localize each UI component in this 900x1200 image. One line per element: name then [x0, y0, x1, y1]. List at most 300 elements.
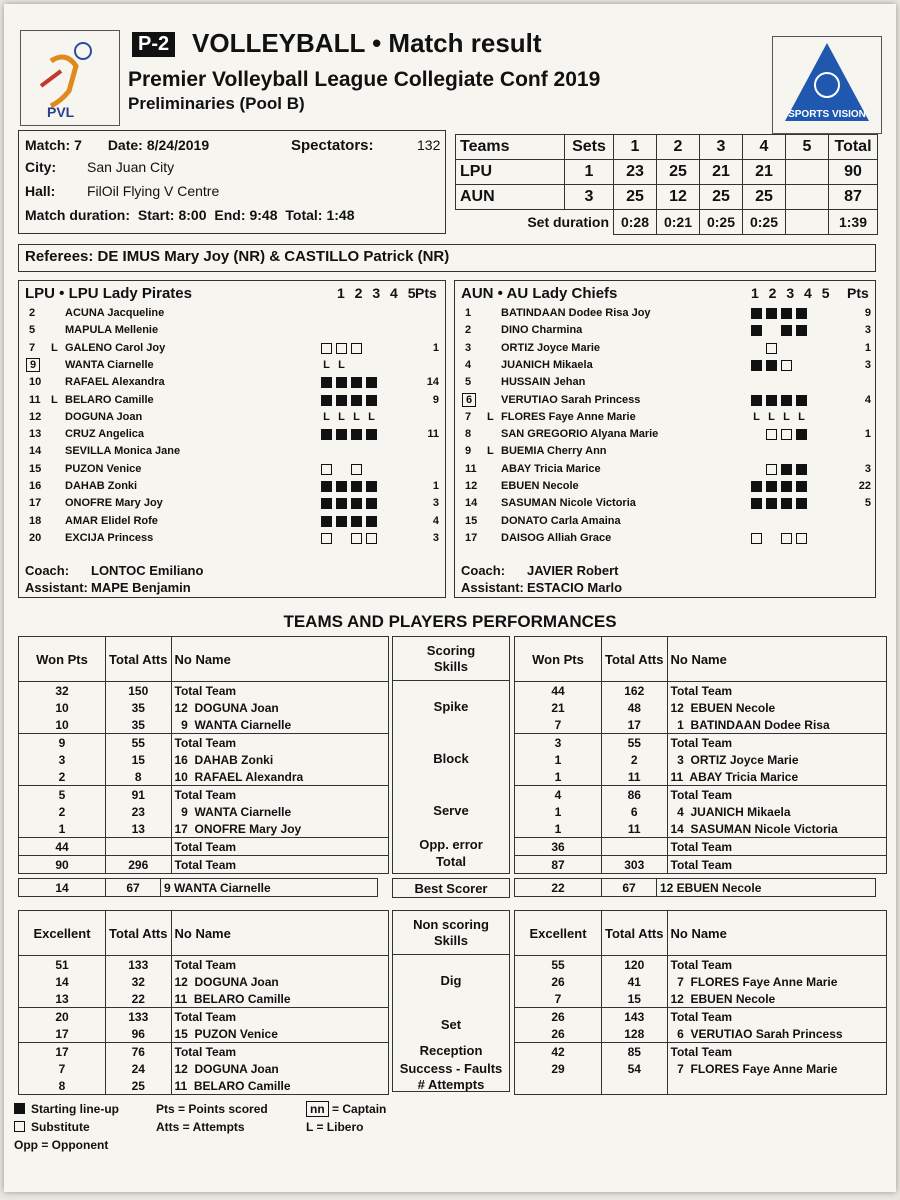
best-scorer-lpu: 14 67 9 WANTA Ciarnelle — [18, 878, 378, 897]
skill-label: Opp. error — [419, 837, 483, 852]
starting-square-icon — [321, 481, 332, 492]
table-row: 44 162 Total Team — [515, 682, 887, 700]
set-mark — [351, 325, 362, 336]
starting-square-icon — [351, 498, 362, 509]
best-scorer-label: Best Scorer — [392, 878, 510, 898]
player-sets — [751, 446, 822, 457]
player-sets — [751, 325, 822, 336]
player-sets — [321, 429, 392, 440]
set-mark — [781, 343, 792, 354]
set-mark — [321, 308, 332, 319]
set-mark — [796, 516, 807, 527]
starting-square-icon — [366, 516, 377, 527]
player-sets — [321, 481, 392, 492]
table-row: 32 150 Total Team — [19, 682, 389, 700]
libero-marker: L — [487, 445, 494, 458]
player-sets — [751, 360, 822, 371]
player-points: 3 — [864, 358, 871, 371]
player-number: 12 — [29, 410, 42, 423]
substitute-square-icon — [796, 533, 807, 544]
player-number: 2 — [29, 307, 36, 319]
set-mark — [751, 429, 762, 440]
starting-square-icon — [751, 498, 762, 509]
substitute-square-icon — [336, 343, 347, 354]
starting-square-icon — [351, 395, 362, 406]
set-mark — [381, 360, 392, 371]
set-mark — [351, 360, 362, 371]
player-number: 9 — [465, 445, 472, 458]
player-sets — [751, 481, 822, 492]
skill-label: # Attempts — [417, 1077, 485, 1092]
table-row: 20 133 Total Team — [19, 1008, 389, 1026]
starting-square-icon — [781, 308, 792, 319]
set-mark — [381, 377, 392, 388]
pvl-logo — [20, 30, 120, 126]
set-mark: L — [338, 358, 345, 371]
substitute-square-icon — [321, 343, 332, 354]
set-mark — [811, 516, 822, 527]
player-number: 11 — [465, 462, 477, 475]
player-row — [19, 411, 445, 428]
legend-substitute: Substitute — [14, 1120, 90, 1134]
starting-square-icon — [366, 481, 377, 492]
player-name: ABAY Tricia Marice — [501, 462, 601, 475]
set-mark — [766, 446, 777, 457]
set-mark — [796, 343, 807, 354]
starting-square-icon — [336, 481, 347, 492]
table-row: 26 143 Total Team — [515, 1008, 887, 1026]
set-mark — [336, 464, 347, 475]
player-row — [19, 445, 445, 462]
player-row — [19, 359, 445, 376]
player-number: 12 — [465, 480, 478, 492]
player-sets — [321, 325, 392, 336]
nonscoring-aun-table: Excellent Total Atts No Name 55 120 Total Team 26 41 7 FLORES Faye Anne Marie 7 15 12 EBUEN Necole 26 143 Total Team 26 128 6 VERUTIAO Sarah Princess 42 85 Total Team 29 54 7 FLORES Faye Anne Marie — [514, 910, 887, 1095]
player-row — [455, 515, 875, 532]
player-row — [19, 307, 445, 324]
table-row: 1 2 3 ORTIZ Joyce Marie — [515, 751, 887, 768]
player-sets — [751, 377, 822, 388]
player-row — [19, 428, 445, 445]
set-mark — [751, 446, 762, 457]
starting-square-icon — [751, 481, 762, 492]
set-mark — [811, 360, 822, 371]
player-name: DONATO Carla Amaina — [501, 514, 621, 527]
sheet-code: P-2 — [132, 32, 175, 57]
player-name: MAPULA Mellenie — [65, 324, 159, 337]
player-number: 17 — [465, 531, 478, 544]
skill-label: Block — [433, 751, 469, 766]
match-info: Match: 7 Date: 8/24/2019 Spectators: 132 City: San Juan City Hall: FilOil Flying V Centre Match duration: Start: 8:00 End: 9:48 Total: 1:48 — [18, 130, 446, 234]
player-sets — [321, 395, 392, 406]
starting-square-icon — [766, 498, 777, 509]
player-sets — [751, 516, 822, 527]
player-row — [19, 376, 445, 393]
player-points: 14 — [426, 376, 439, 389]
player-name: DINO Charmina — [501, 324, 583, 337]
table-row: 90 296 Total Team — [19, 856, 389, 874]
starting-square-icon — [781, 498, 792, 509]
starting-square-icon — [366, 429, 377, 440]
pts-header: Pts — [847, 285, 869, 301]
player-name: ONOFRE Mary Joy — [65, 497, 163, 510]
player-sets — [751, 464, 822, 475]
pts-header: Pts — [415, 285, 437, 301]
starting-square-icon — [796, 429, 807, 440]
skill-label: Total — [435, 854, 467, 869]
player-sets — [751, 429, 822, 440]
starting-square-icon — [336, 516, 347, 527]
score-row-aun: AUN 3 25 12 25 25 87 — [456, 185, 878, 210]
scoring-skills-column — [392, 636, 510, 874]
player-number: 20 — [29, 531, 42, 544]
table-row: 17 96 15 PUZON Venice — [19, 1025, 389, 1043]
player-row — [455, 307, 875, 324]
starting-square-icon — [321, 395, 332, 406]
player-points: 1 — [864, 428, 871, 441]
player-points: 11 — [427, 428, 439, 441]
set-mark — [811, 533, 822, 544]
starting-square-icon — [751, 325, 762, 336]
set-mark — [321, 325, 332, 336]
set-mark — [766, 533, 777, 544]
player-points: 3 — [864, 324, 871, 337]
player-sets — [751, 343, 822, 354]
table-row: 5 91 Total Team — [19, 786, 389, 804]
substitute-square-icon — [321, 464, 332, 475]
table-row: 1 11 14 SASUMAN Nicole Victoria — [515, 820, 887, 838]
set-mark — [751, 464, 762, 475]
set-mark — [366, 343, 377, 354]
skill-label: Success - Faults — [399, 1061, 503, 1076]
table-row: 42 85 Total Team — [515, 1043, 887, 1061]
set-mark — [811, 498, 822, 509]
starting-square-icon — [766, 360, 777, 371]
substitute-square-icon — [14, 1121, 25, 1132]
set-mark: L — [353, 410, 360, 423]
table-row: 10 35 9 WANTA Ciarnelle — [19, 716, 389, 734]
legend-starting: Starting line-up — [14, 1102, 119, 1116]
starting-square-icon — [796, 464, 807, 475]
player-points: 3 — [864, 462, 871, 475]
player-row — [455, 428, 875, 445]
set-mark — [751, 343, 762, 354]
set-mark: L — [753, 410, 760, 423]
player-name: ORTIZ Joyce Marie — [501, 341, 601, 354]
legend-pts: Pts = Points scored — [156, 1102, 268, 1116]
skill-label: Reception — [419, 1043, 483, 1058]
set-mark: L — [323, 410, 330, 423]
score-row-lpu: LPU 1 23 25 21 21 90 — [456, 160, 878, 185]
table-row: 3 55 Total Team — [515, 734, 887, 752]
player-row — [19, 480, 445, 497]
set-mark — [381, 464, 392, 475]
starting-square-icon — [751, 360, 762, 371]
starting-square-icon — [321, 498, 332, 509]
set-mark: L — [368, 410, 375, 423]
spectators-label: Spectators: — [291, 137, 374, 154]
set-mark — [381, 412, 392, 423]
starting-square-icon — [321, 377, 332, 388]
player-row — [19, 342, 445, 359]
starting-square-icon — [336, 395, 347, 406]
starting-square-icon — [796, 308, 807, 319]
set-mark — [811, 464, 822, 475]
table-row — [515, 1077, 887, 1095]
player-number: 14 — [465, 497, 478, 510]
team-lpu-title: LPU • LPU Lady Pirates — [25, 285, 192, 302]
player-points: 9 — [432, 393, 439, 406]
table-row: 17 76 Total Team — [19, 1043, 389, 1061]
starting-square-icon — [351, 481, 362, 492]
player-points: 3 — [432, 497, 439, 510]
scoring-aun-table: Won Pts Total Atts No Name 44 162 Total Team 21 48 12 EBUEN Necole 7 17 1 BATINDAAN Dodee Risa 3 55 Total Team 1 2 3 ORTIZ Joyce Marie 1 11 11 ABAY Tricia Marice 4 86 Total Team 1 6 4 JUANICH Mikaela 1 11 14 SASUMAN Nicole Victoria 36 Total Team 87 303 Total Team — [514, 636, 887, 874]
player-number: 5 — [29, 324, 36, 337]
score-header: Teams Sets 1 2 3 4 5 Total — [456, 135, 878, 160]
player-number: 9 — [29, 359, 53, 371]
player-name: FLORES Faye Anne Marie — [501, 410, 636, 423]
starting-square-icon — [336, 377, 347, 388]
table-row: 14 32 12 DOGUNA Joan — [19, 973, 389, 990]
player-row — [455, 411, 875, 428]
set-mark — [811, 429, 822, 440]
starting-square-icon — [766, 481, 777, 492]
sheet-title: VOLLEYBALL • Match result — [192, 28, 542, 58]
player-number: 14 — [29, 445, 42, 458]
table-row: 1 6 4 JUANICH Mikaela — [515, 803, 887, 820]
table-row: 7 24 12 DOGUNA Joan — [19, 1060, 389, 1077]
table-row: 4 86 Total Team — [515, 786, 887, 804]
player-name: BATINDAAN Dodee Risa Joy — [501, 307, 651, 319]
skill-label: Serve — [433, 803, 469, 818]
stage-name: Preliminaries (Pool B) — [128, 94, 305, 113]
aun-assistant: ESTACIO Marlo — [527, 580, 623, 595]
starting-square-icon — [766, 308, 777, 319]
referees: Referees: DE IMUS Mary Joy (NR) & CASTILLO Patrick (NR) — [18, 244, 876, 272]
player-points: 1 — [432, 341, 439, 354]
substitute-square-icon — [781, 533, 792, 544]
table-row: 26 41 7 FLORES Faye Anne Marie — [515, 973, 887, 990]
table-row: 87 303 Total Team — [515, 856, 887, 874]
substitute-square-icon — [781, 360, 792, 371]
lpu-coach: LONTOC Emiliano — [91, 563, 204, 578]
starting-square-icon — [796, 498, 807, 509]
set-mark — [811, 412, 822, 423]
set-mark — [811, 481, 822, 492]
player-sets — [751, 498, 822, 509]
player-number: 10 — [29, 376, 42, 389]
player-number: 16 — [29, 480, 42, 492]
starting-square-icon — [781, 395, 792, 406]
player-row — [455, 394, 875, 411]
player-row — [19, 532, 445, 549]
table-row: 9 55 Total Team — [19, 734, 389, 752]
set-mark — [781, 446, 792, 457]
player-sets — [321, 446, 392, 457]
set-mark — [781, 377, 792, 388]
league-name: Premier Volleyball League Collegiate Conf 2019 — [128, 68, 601, 91]
skill-label: Spike — [433, 699, 469, 714]
set-mark — [811, 308, 822, 319]
team-aun-panel: AUN • AU Lady Chiefs 1 2 3 4 5 Pts Coach: JAVIER Robert Assistant: ESTACIO Marlo 1 BATINDAAN Dodee Risa Joy 9 2 DINO Charmina 3 3 ORTIZ Joyce Marie 1 4 JUANICH Mikaela 3 5 HUSSAIN Jehan 6 VERUTIAO Sarah Princess 4 7 L FLORES Faye Anne Marie L L L L 8 SAN GREGORIO Alyana Marie 1 9 L BUEMIA Cherry Ann 11 ABAY Tricia Marice 3 12 EBUEN Necole 22 14 SASUMAN Nicole Victoria 5 15 DONATO Carla Amaina 17 DAISOG Alliah Grace — [454, 280, 876, 598]
starting-square-icon — [336, 498, 347, 509]
set-mark — [366, 360, 377, 371]
player-name: JUANICH Mikaela — [501, 358, 593, 371]
set-mark — [811, 343, 822, 354]
player-sets — [751, 308, 822, 319]
substitute-square-icon — [766, 343, 777, 354]
substitute-square-icon — [351, 464, 362, 475]
player-name: WANTA Ciarnelle — [65, 358, 154, 371]
table-row: 2 23 9 WANTA Ciarnelle — [19, 803, 389, 820]
player-points: 9 — [864, 307, 871, 319]
table-row: 3 15 16 DAHAB Zonki — [19, 751, 389, 768]
starting-square-icon — [796, 395, 807, 406]
legend-libero: L = Libero — [306, 1120, 364, 1134]
substitute-square-icon — [766, 464, 777, 475]
set-mark — [811, 325, 822, 336]
set-mark — [811, 446, 822, 457]
player-name: VERUTIAO Sarah Princess — [501, 393, 641, 406]
table-row: 51 133 Total Team — [19, 956, 389, 974]
starting-square-icon — [366, 395, 377, 406]
libero-marker: L — [487, 410, 494, 423]
player-name: EBUEN Necole — [501, 480, 579, 492]
skill-label: Set — [440, 1017, 462, 1032]
table-row: 36 Total Team — [515, 838, 887, 856]
set-header: 1 2 3 4 5 — [751, 285, 833, 301]
player-name: SAN GREGORIO Alyana Marie — [501, 428, 659, 441]
set-mark — [796, 360, 807, 371]
player-points: 1 — [432, 480, 439, 492]
table-row: 44 Total Team — [19, 838, 389, 856]
lpu-assistant: MAPE Benjamin — [91, 580, 191, 595]
player-name: BELARO Camille — [65, 393, 154, 406]
starting-square-icon — [321, 516, 332, 527]
table-row: 55 120 Total Team — [515, 956, 887, 974]
libero-marker: L — [51, 393, 58, 406]
starting-square-icon — [351, 516, 362, 527]
set-duration-row: Set duration 0:28 0:21 0:25 0:25 1:39 — [456, 210, 878, 235]
sponsor-text: SPORTS VISION — [788, 109, 866, 120]
starting-square-icon — [366, 498, 377, 509]
set-mark — [751, 516, 762, 527]
player-name: DOGUNA Joan — [65, 410, 143, 423]
set-mark — [336, 446, 347, 457]
legend-captain: nn = Captain — [306, 1102, 386, 1116]
skills-header: Non scoring Skills — [393, 911, 509, 955]
substitute-square-icon — [351, 533, 362, 544]
player-points: 4 — [432, 514, 439, 527]
substitute-square-icon — [321, 533, 332, 544]
player-sets — [321, 308, 392, 319]
player-name: PUZON Venice — [65, 462, 142, 475]
set-mark — [381, 395, 392, 406]
set-mark — [321, 446, 332, 457]
aun-coach: JAVIER Robert — [527, 563, 619, 578]
set-mark — [811, 395, 822, 406]
scoreboard — [455, 134, 878, 235]
player-number: 15 — [29, 462, 42, 475]
logo-text: PVL — [47, 104, 75, 120]
player-row — [455, 376, 875, 393]
player-number: 8 — [465, 428, 472, 441]
best-scorer-aun: 22 67 12 EBUEN Necole — [514, 878, 876, 897]
set-mark — [381, 429, 392, 440]
set-mark — [381, 446, 392, 457]
player-row — [455, 532, 875, 549]
player-name: HUSSAIN Jehan — [501, 376, 586, 389]
player-number: 2 — [465, 324, 472, 337]
player-sets — [751, 395, 822, 406]
spectators-value: 132 — [417, 137, 441, 153]
table-row: 7 17 1 BATINDAAN Dodee Risa — [515, 716, 887, 734]
table-row: 13 22 11 BELARO Camille — [19, 990, 389, 1008]
player-name: ACUNA Jacqueline — [65, 307, 165, 319]
player-row — [455, 342, 875, 359]
player-number: 11 — [29, 393, 41, 406]
set-mark — [366, 446, 377, 457]
table-row: 21 48 12 EBUEN Necole — [515, 699, 887, 716]
player-row — [19, 394, 445, 411]
player-number: 18 — [29, 514, 42, 527]
score-sheet — [4, 4, 896, 1192]
set-mark — [381, 498, 392, 509]
table-row: 1 13 17 ONOFRE Mary Joy — [19, 820, 389, 838]
player-number: 6 — [465, 394, 489, 406]
substitute-square-icon — [751, 533, 762, 544]
player-sets — [321, 516, 392, 527]
player-name: SASUMAN Nicole Victoria — [501, 497, 636, 510]
player-number: 5 — [465, 376, 472, 389]
substitute-square-icon — [781, 429, 792, 440]
set-mark: L — [323, 358, 330, 371]
set-mark — [381, 516, 392, 527]
starting-square-icon — [351, 377, 362, 388]
player-sets — [321, 498, 392, 509]
player-name: DAHAB Zonki — [65, 480, 138, 492]
legend-opp: Opp = Opponent — [14, 1138, 109, 1152]
scoring-lpu-table: Won Pts Total Atts No Name 32 150 Total Team 10 35 12 DOGUNA Joan 10 35 9 WANTA Ciarnelle 9 55 Total Team 3 15 16 DAHAB Zonki 2 8 10 RAFAEL Alexandra 5 91 Total Team 2 23 9 WANTA Ciarnelle 1 13 17 ONOFRE Mary Joy 44 Total Team 90 296 Total Team — [18, 636, 389, 874]
set-mark — [336, 533, 347, 544]
starting-square-icon — [781, 481, 792, 492]
player-row — [455, 480, 875, 497]
starting-square-icon — [781, 325, 792, 336]
player-name: EXCIJA Princess — [65, 531, 154, 544]
player-name: RAFAEL Alexandra — [65, 376, 165, 389]
starting-square-icon — [351, 429, 362, 440]
set-mark — [351, 308, 362, 319]
set-mark — [381, 481, 392, 492]
set-mark — [336, 325, 347, 336]
player-row — [455, 359, 875, 376]
starting-square-icon — [751, 395, 762, 406]
starting-square-icon — [796, 481, 807, 492]
set-mark — [351, 446, 362, 457]
set-mark — [336, 308, 347, 319]
player-points: 5 — [864, 497, 871, 510]
substitute-square-icon — [366, 533, 377, 544]
player-row — [455, 463, 875, 480]
set-mark — [381, 308, 392, 319]
set-mark — [796, 377, 807, 388]
table-row: 1 11 11 ABAY Tricia Marice — [515, 768, 887, 786]
player-number: 7 — [29, 341, 36, 354]
starting-square-icon — [781, 464, 792, 475]
nonscoring-skills-column — [392, 910, 510, 1092]
player-number: 4 — [465, 358, 472, 371]
player-row — [19, 497, 445, 514]
